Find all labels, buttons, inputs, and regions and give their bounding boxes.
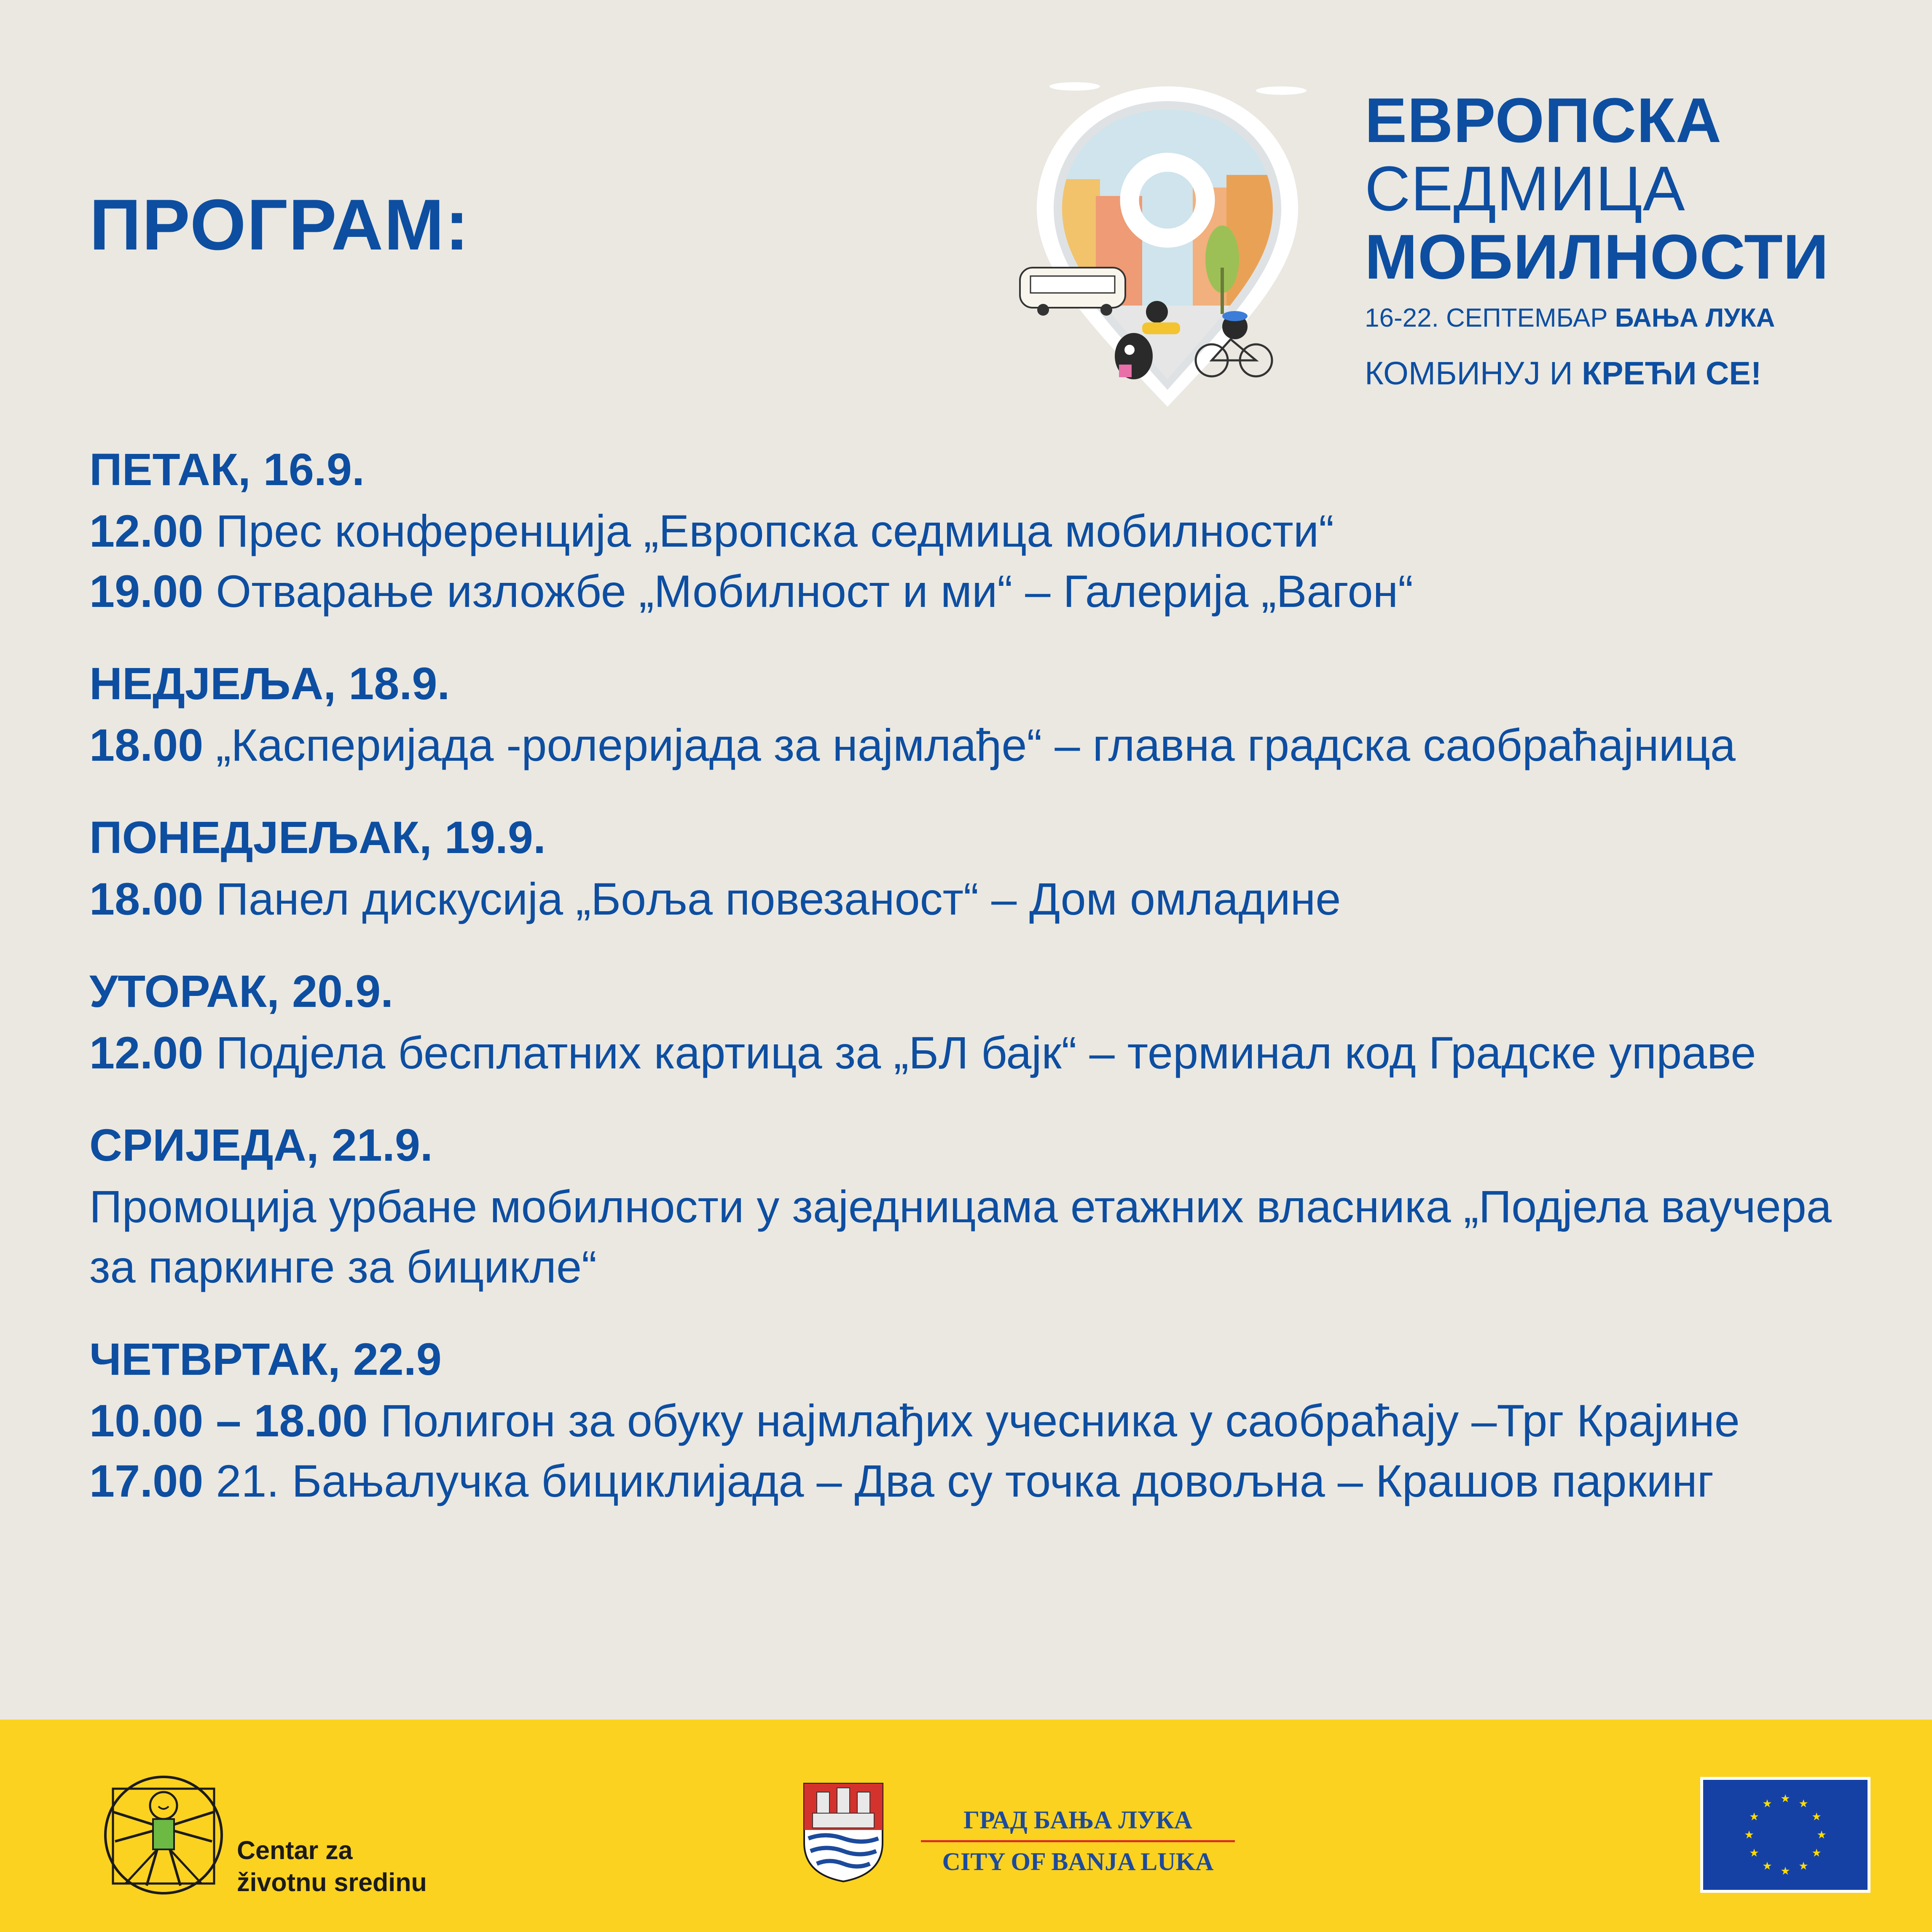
entry-text: Отварање изложбе „Мобилност и ми“ – Галерија „Вагон“ <box>216 566 1414 617</box>
slogan-regular: КОМБИНУЈ И <box>1365 355 1573 392</box>
svg-text:★: ★ <box>1762 1860 1772 1873</box>
mobility-week-pin-logo <box>1007 70 1328 419</box>
entry-time: 18.00 <box>89 873 204 924</box>
day-block <box>89 438 1881 621</box>
entry-text: Прес конференција „Европска седмица мобилности“ <box>216 505 1334 556</box>
svg-text:★: ★ <box>1780 1792 1790 1805</box>
entry-time: 17.00 <box>89 1455 204 1506</box>
entry-time: 12.00 <box>89 1027 204 1078</box>
entry-text: 21. Бањалучка бициклијада – Два су точка довољна – Крашов паркинг <box>216 1455 1714 1506</box>
day-block <box>89 960 1881 1083</box>
program-entry <box>89 1176 1881 1297</box>
city-of-banja-luka-logo-text <box>921 1807 1235 1874</box>
page-title: ПРОГРАМ: <box>89 185 470 265</box>
program-entry <box>89 715 1881 775</box>
entry-time: 18.00 <box>89 719 204 770</box>
svg-text:★: ★ <box>1817 1829 1827 1841</box>
entry-text: Полигон за обуку најмлађих учесника у саобраћају –Трг Крајине <box>380 1395 1740 1446</box>
entry-time: 12.00 <box>89 505 204 556</box>
svg-text:★: ★ <box>1744 1829 1754 1841</box>
svg-text:★: ★ <box>1749 1811 1759 1823</box>
day-heading: ЧЕТВРТАК, 22.9 <box>89 1334 442 1385</box>
czs-logo-text <box>237 1834 427 1898</box>
entry-text: Панел дискусија „Боља повезаност“ – Дом омладине <box>216 873 1341 924</box>
campaign-city: БАЊА ЛУКА <box>1615 303 1775 333</box>
banja-luka-crest <box>800 1775 887 1884</box>
program-entry <box>89 1451 1881 1511</box>
vitruvian-child-logo <box>96 1772 231 1898</box>
day-heading: УТОРАК, 20.9. <box>89 966 394 1017</box>
svg-text:★: ★ <box>1811 1811 1822 1823</box>
campaign-slogan <box>1365 357 1925 390</box>
campaign-dates: 16-22. СЕПТЕМБАР <box>1365 303 1608 333</box>
program-entry <box>89 1390 1881 1451</box>
program-list <box>89 438 1881 1542</box>
day-block <box>89 652 1881 775</box>
city-name-latin: CITY OF BANJA LUKA <box>942 1848 1214 1876</box>
day-block <box>89 1328 1881 1511</box>
svg-text:★: ★ <box>1811 1847 1822 1860</box>
program-entry <box>89 501 1881 561</box>
svg-text:★: ★ <box>1798 1798 1809 1810</box>
day-heading: НЕДЈЕЉА, 18.9. <box>89 658 450 709</box>
program-entry <box>89 561 1881 621</box>
entry-text: Подјела бесплатних картица за „БЛ бајк“ – терминал код Градске управе <box>216 1027 1756 1078</box>
mobility-week-logo-text <box>1365 85 1925 392</box>
day-heading: СРИЈЕДА, 21.9. <box>89 1119 433 1170</box>
svg-text:★: ★ <box>1798 1860 1809 1873</box>
svg-text:★: ★ <box>1749 1847 1759 1860</box>
svg-text:★: ★ <box>1762 1798 1772 1810</box>
entry-text: Промоција урбане мобилности у заједницама етажних власника „Подјела ваучера за паркинге за бицикле“ <box>89 1181 1832 1292</box>
city-name-cyrillic: ГРАД БАЊА ЛУКА <box>921 1807 1235 1842</box>
entry-time: 19.00 <box>89 566 204 617</box>
entry-text: „Касперијада -ролеријада за најмлађе“ – главна градска саобраћајница <box>216 719 1736 770</box>
slogan-bold: КРЕЋИ СЕ! <box>1582 355 1762 392</box>
czs-line1: Centar za <box>237 1836 353 1865</box>
czs-line2: životnu sredinu <box>237 1868 427 1897</box>
campaign-line1: ЕВРОПСКА <box>1365 85 1722 156</box>
campaign-line3: МОБИЛНОСТИ <box>1365 221 1829 292</box>
day-heading: ПОНЕДЈЕЉАК, 19.9. <box>89 812 546 863</box>
program-entry <box>89 1022 1881 1083</box>
eu-flag-icon <box>1700 1777 1870 1893</box>
eu-stars <box>1703 1780 1868 1890</box>
campaign-dates-line <box>1365 305 1925 331</box>
day-block <box>89 1114 1881 1297</box>
day-block <box>89 806 1881 929</box>
svg-text:★: ★ <box>1780 1865 1790 1878</box>
entry-time: 10.00 – 18.00 <box>89 1395 368 1446</box>
program-entry <box>89 869 1881 929</box>
campaign-line2: СЕДМИЦА <box>1365 153 1685 224</box>
day-heading: ПЕТАК, 16.9. <box>89 444 365 495</box>
